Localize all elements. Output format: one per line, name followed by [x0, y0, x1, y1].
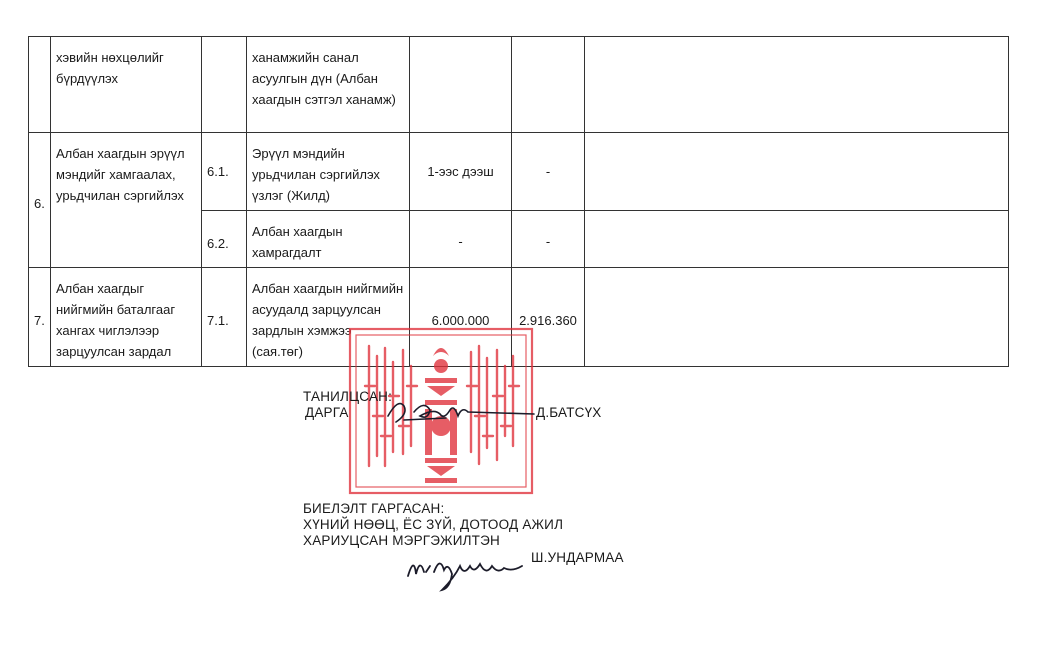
indicator-code: 7.1. — [202, 268, 247, 367]
actual-value — [512, 37, 585, 133]
note-cell — [585, 268, 1009, 367]
note-cell — [585, 37, 1009, 133]
table-row — [29, 133, 1009, 211]
note-cell — [585, 211, 1009, 268]
target-value: 6.000.000 — [410, 268, 512, 367]
prepared-name: Ш.УНДАРМАА — [531, 550, 624, 565]
actual-value: - — [512, 211, 585, 268]
approval-name: Д.БАТСҮХ — [536, 405, 602, 420]
goal-cell: хэвийн нөхцөлийг бүрдүүлэх — [51, 37, 202, 133]
indicator-name: Албан хаагдын хамрагдалт — [247, 211, 410, 268]
prepared-heading: БИЕЛЭЛТ ГАРГАСАН: — [303, 501, 445, 516]
goal-cell: Албан хаагдын эрүүл мэндийг хамгаалах, урьдчилан сэргийлэх — [51, 133, 202, 268]
indicator-code: 6.2. — [202, 211, 247, 268]
row-number — [29, 37, 51, 133]
indicator-name: Албан хаагдын нийгмийн асуудалд зарцуулсан зардлын хэмжээ (сая.төг) — [247, 268, 410, 367]
actual-value: 2.916.360 — [512, 268, 585, 367]
target-value: - — [410, 211, 512, 268]
table-row — [29, 37, 1009, 133]
goal-cell: Албан хаагдыг нийгмийн баталгааг хангах чиглэлээр зарцуулсан зардал — [51, 268, 202, 367]
prepared-signature — [404, 548, 530, 592]
actual-value: - — [512, 133, 585, 211]
report-table — [28, 36, 1009, 367]
approval-block — [303, 389, 392, 421]
prepared-position: ХАРИУЦСАН МЭРГЭЖИЛТЭН — [303, 533, 500, 548]
approval-signature — [384, 394, 544, 428]
indicator-code — [202, 37, 247, 133]
prepared-block — [303, 501, 563, 549]
indicator-name: ханамжийн санал асуулгын дүн (Албан хаагдын сэтгэл ханамж) — [247, 37, 410, 133]
approval-title: ДАРГА — [305, 405, 349, 420]
target-value: 1-ээс дээш — [410, 133, 512, 211]
approval-heading: ТАНИЛЦСАН: — [303, 389, 393, 404]
indicator-code: 6.1. — [202, 133, 247, 211]
indicator-name: Эрүүл мэндийн урьдчилан сэргийлэх үзлэг (Жилд) — [247, 133, 410, 211]
target-value — [410, 37, 512, 133]
note-cell — [585, 133, 1009, 211]
row-number: 7. — [29, 268, 51, 367]
prepared-department: ХҮНИЙ НӨӨЦ, ЁС ЗҮЙ, ДОТООД АЖИЛ — [303, 517, 564, 532]
row-number: 6. — [29, 133, 51, 268]
